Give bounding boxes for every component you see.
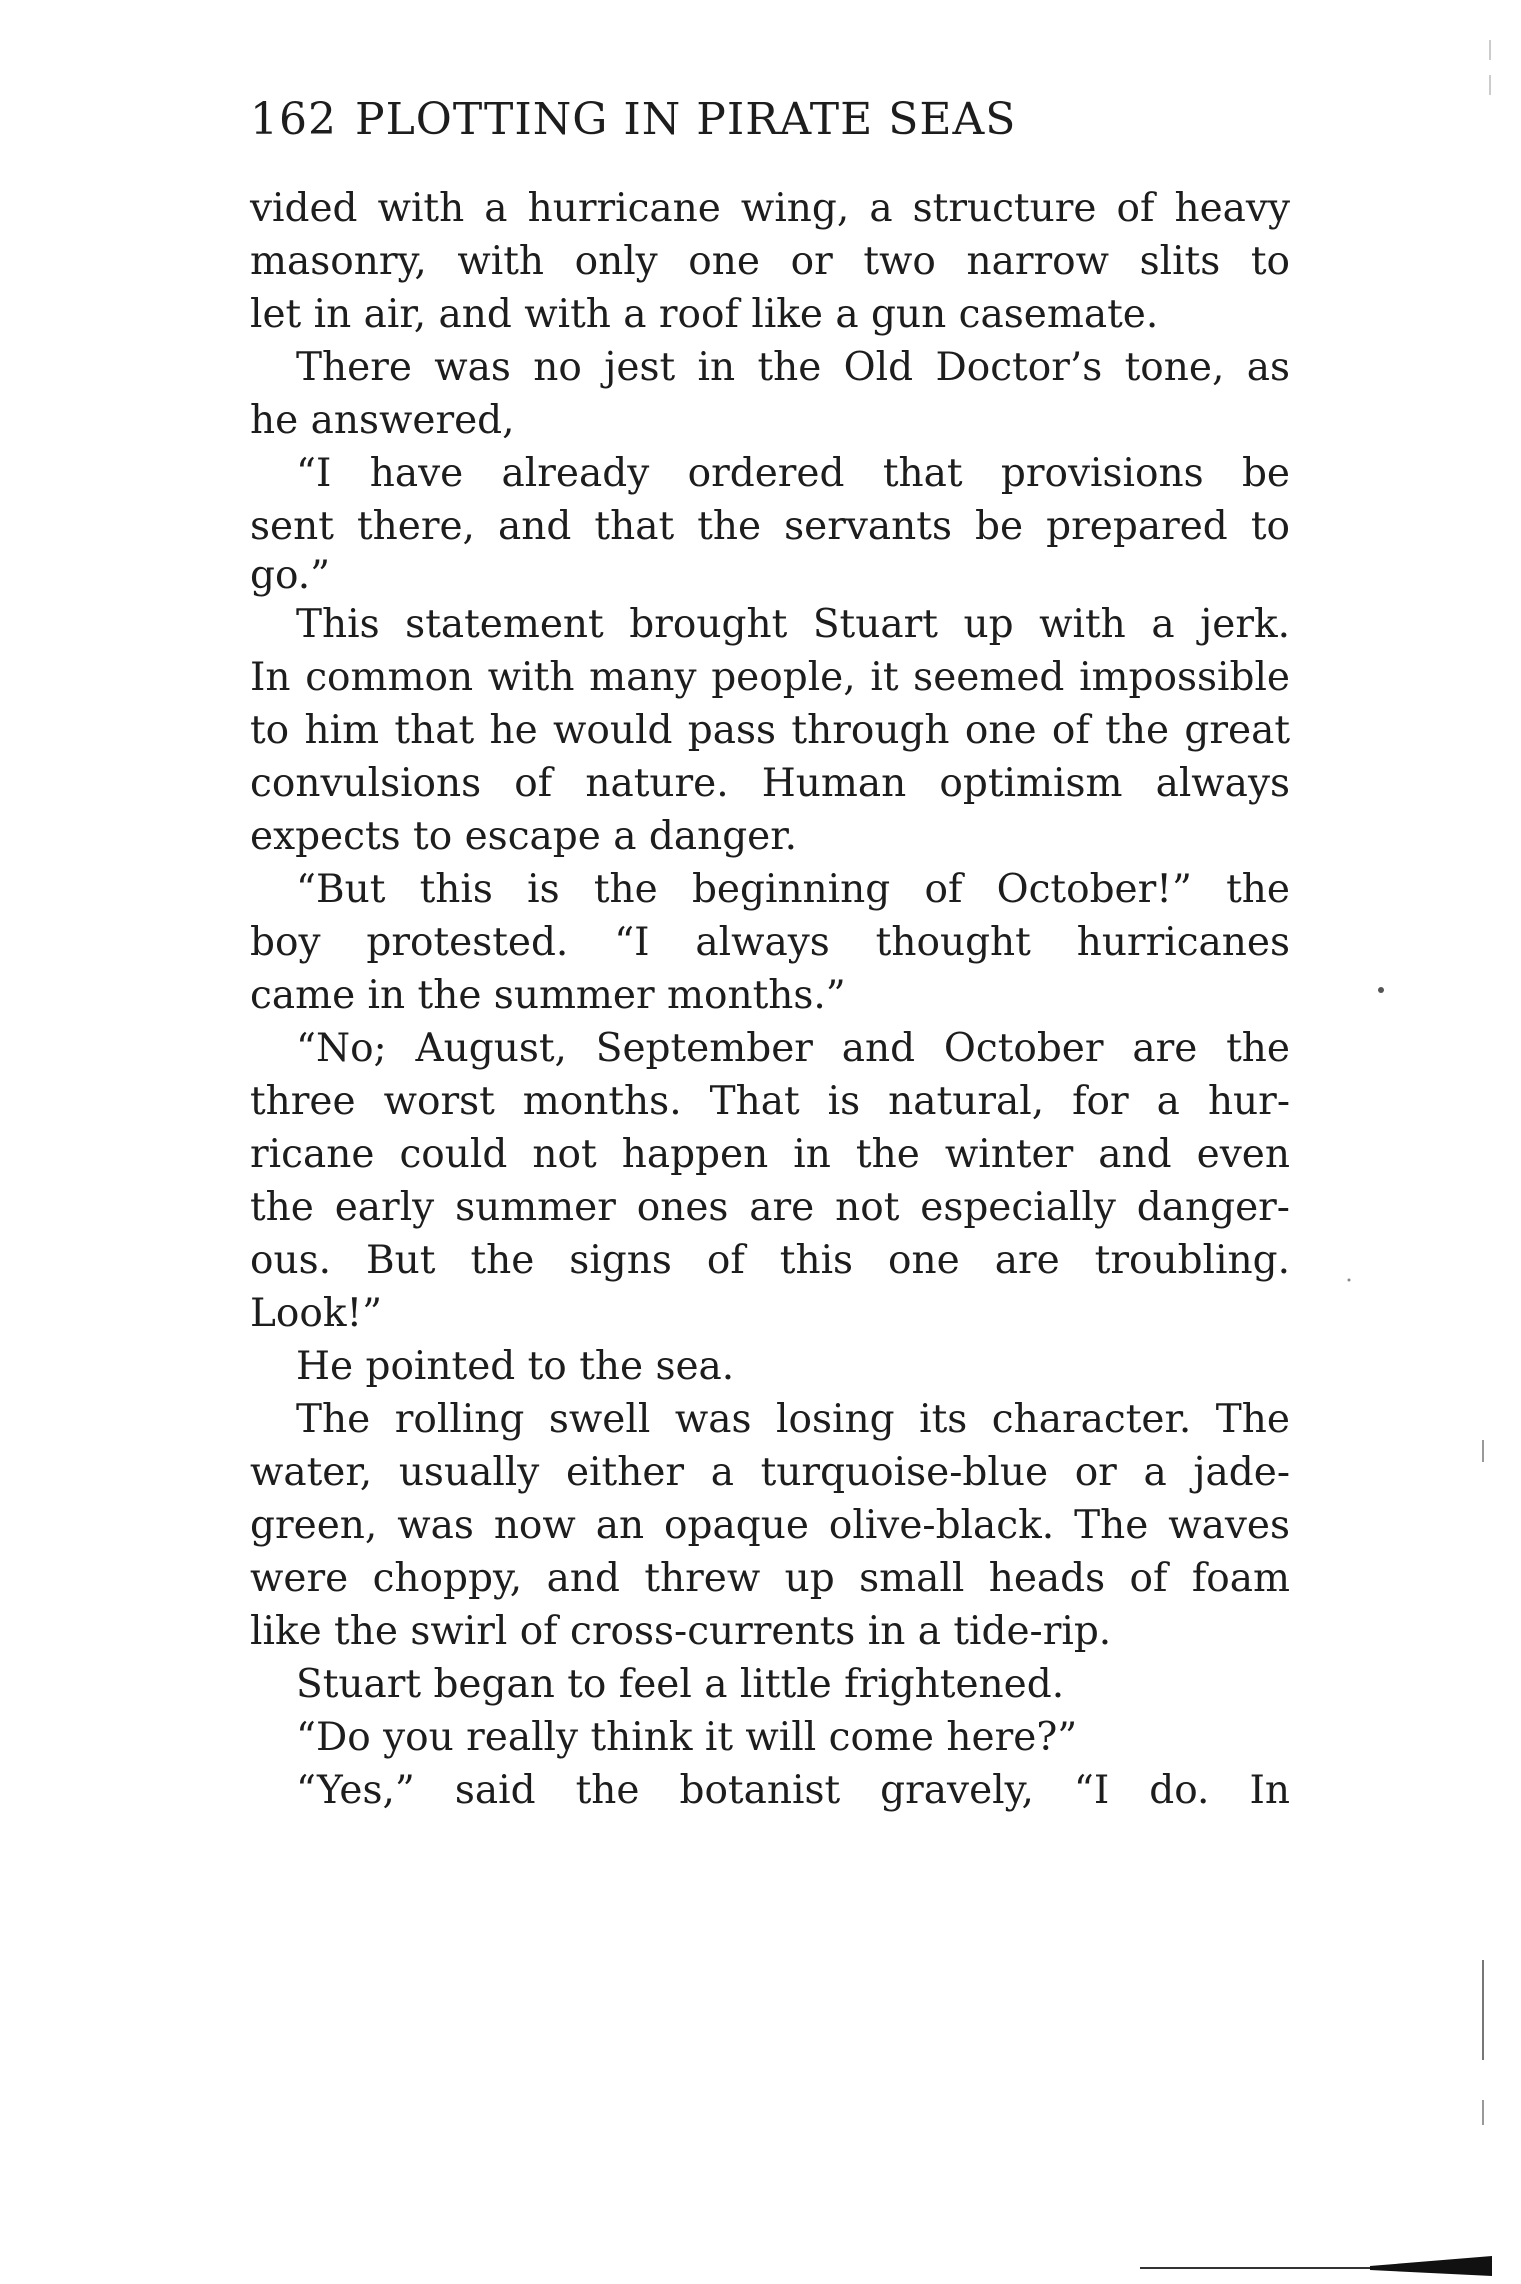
text-line: masonry, with only one or two narrow slits to bbox=[250, 239, 1290, 284]
text-line: Stuart began to feel a little frightened. bbox=[296, 1662, 1065, 1707]
text-line: The rolling swell was losing its character. The bbox=[296, 1397, 1290, 1442]
text-line: green, was now an opaque olive-black. The waves bbox=[250, 1503, 1290, 1548]
scan-speck bbox=[1348, 1279, 1351, 1282]
footer-rule-taper bbox=[1370, 2256, 1492, 2276]
text-line: ous. But the signs of this one are troubling. bbox=[250, 1238, 1290, 1283]
text-line: “Yes,” said the botanist gravely, “I do. In bbox=[296, 1768, 1290, 1813]
running-title: PLOTTING IN PIRATE SEAS bbox=[354, 94, 1017, 145]
text-line: sent there, and that the servants be prepared to bbox=[250, 504, 1290, 549]
text-line: In common with many people, it seemed impossible bbox=[250, 655, 1290, 700]
text-line: There was no jest in the Old Doctor’s tone, as bbox=[296, 345, 1290, 390]
text-line: were choppy, and threw up small heads of foam bbox=[250, 1556, 1290, 1601]
text-line: to him that he would pass through one of the great bbox=[250, 708, 1290, 753]
text-line: water, usually either a turquoise-blue or a jade- bbox=[250, 1450, 1290, 1495]
text-line: This statement brought Stuart up with a jerk. bbox=[296, 602, 1290, 647]
text-line: he answered, bbox=[250, 398, 515, 443]
text-line: let in air, and with a roof like a gun casemate. bbox=[250, 292, 1159, 337]
text-line: Look!” bbox=[250, 1291, 383, 1336]
text-line: expects to escape a danger. bbox=[250, 814, 798, 859]
text-line: ricane could not happen in the winter and even bbox=[250, 1132, 1290, 1177]
text-line: “No; August, September and October are the bbox=[296, 1026, 1290, 1071]
text-line: “Do you really think it will come here?” bbox=[296, 1715, 1078, 1760]
text-line: like the swirl of cross-currents in a tide-rip. bbox=[250, 1609, 1112, 1654]
scan-speck bbox=[1378, 987, 1384, 993]
text-line: came in the summer months.” bbox=[250, 973, 846, 1018]
text-line: vided with a hurricane wing, a structure of heavy bbox=[250, 186, 1290, 231]
text-line: three worst months. That is natural, for a hur- bbox=[250, 1079, 1290, 1124]
text-line: boy protested. “I always thought hurricanes bbox=[250, 920, 1290, 965]
text-line: He pointed to the sea. bbox=[296, 1344, 735, 1389]
page-number: 162 bbox=[250, 94, 337, 145]
text-line: go.” bbox=[250, 553, 331, 598]
text-line: “I have already ordered that provisions be bbox=[296, 451, 1290, 496]
text-line: convulsions of nature. Human optimism always bbox=[250, 761, 1290, 806]
text-line: “But this is the beginning of October!” the bbox=[296, 867, 1290, 912]
text-line: the early summer ones are not especially danger- bbox=[250, 1185, 1290, 1230]
